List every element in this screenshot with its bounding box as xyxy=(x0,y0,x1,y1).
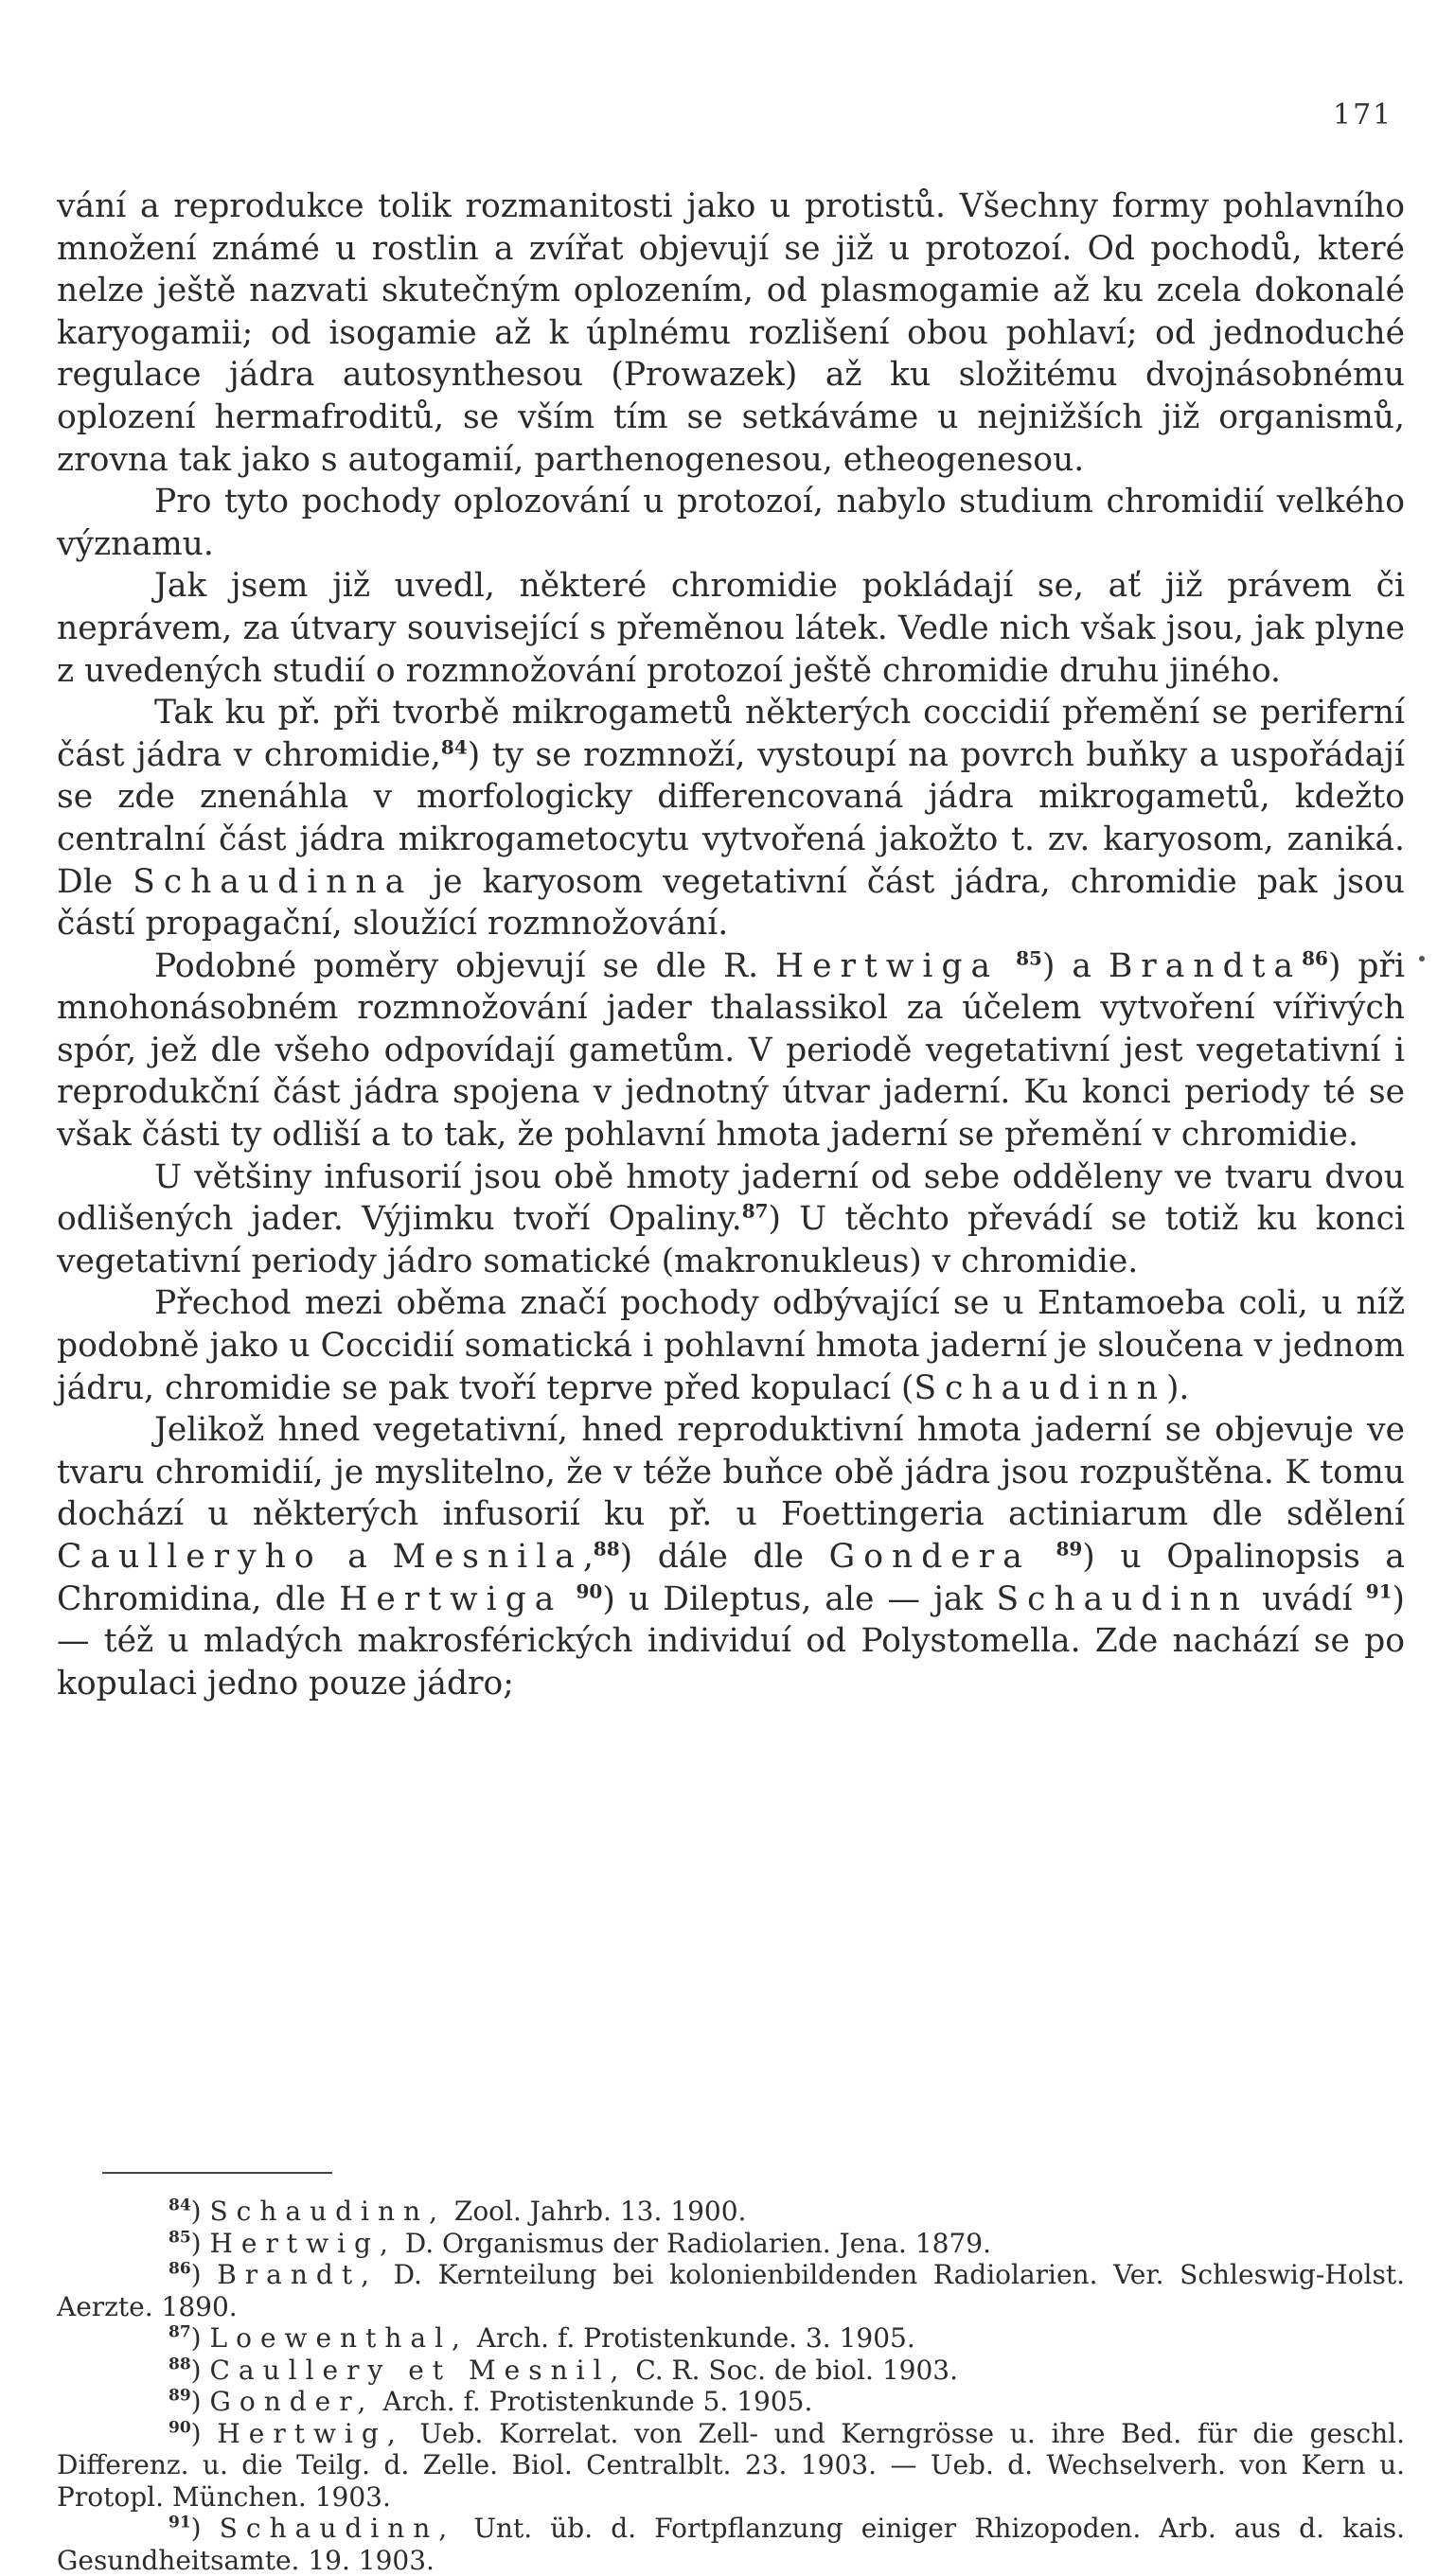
footnote-ref: 89 xyxy=(1056,1537,1083,1561)
footnote-ref: 88 xyxy=(593,1537,620,1561)
footnote: $^{84}$) Schaudinn, Zool. Jahrb. 13. 1900. xyxy=(169,2196,747,2227)
footnote: $^{88}$) Caullery et Mesnil, C. R. Soc. de biol. 1903. xyxy=(169,2354,958,2386)
footnote-number: 91 xyxy=(169,2513,191,2532)
page-number: 171 xyxy=(1333,98,1393,132)
spaced-author: Hertwiga xyxy=(775,946,1000,985)
spaced-author: Schaudinn xyxy=(914,1368,1166,1407)
footnote-number: 85 xyxy=(169,2228,191,2248)
footnote-ref: 90 xyxy=(576,1579,603,1603)
footnotes xyxy=(57,2196,1405,2576)
footnote-number: 84 xyxy=(169,2196,191,2215)
margin-mark xyxy=(1419,956,1425,962)
spaced-author: Brandta xyxy=(1108,946,1303,985)
spaced-author: Schaudinna xyxy=(133,862,414,901)
spaced-author: Gondera xyxy=(828,1538,1031,1576)
spaced-author: Caulleryho xyxy=(57,1538,323,1576)
footnote: $^{87}$) Loewenthal, Arch. f. Protistenkunde. 3. 1905. xyxy=(169,2322,915,2354)
paragraph: Pro tyto pochody oplozování u protozoí, nabylo studium chromidií velkého významu. xyxy=(57,483,1405,563)
footnote-number: 89 xyxy=(169,2386,191,2406)
footnote-author: Brandt, xyxy=(217,2259,378,2290)
paragraph: Podobné poměry objevují se dle R. Hertwiga $^{85}$) a Brandta$^{86}$) při mnohonásobném rozmnožování jader thalassikol za účelem vytvoření vířivých spór, jež dle všeho odpovídají gametům. V periodě vegetativní jest vegetativní i reprodukční část jádra spojena v jednotný útvar jaderní. Ku konci periody té se však části ty odliší a to tak, že pohlavní hmota jaderní se přemění v chromidie. xyxy=(57,946,1405,1155)
footnote-author: Loewenthal, xyxy=(209,2322,469,2354)
footnote: $^{85}$) Hertwig, D. Organismus der Radiolarien. Jena. 1879. xyxy=(169,2227,992,2259)
paragraph: vání a reprodukce tolik rozmanitosti jako u protistů. Všechny formy pohlavního množení známé u rostlin a zvířat objevují se již u protozoí. Od pochodů, které nelze ještě nazvati skutečným oplozením, od plasmogamie až ku zcela dokonalé karyogamii; od isogamie až k úplnému rozlišení obou pohlaví; od jednoduché regulace jádra autosynthesou (Prowazek) až ku složitému dvojnásobnému oplození hermafroditů, se vším tím se setkáváme u nejnižších již organismů, zrovna tak jako s autogamií, parthenogenesou, etheogenesou. xyxy=(57,187,1405,479)
footnote-author: Schaudinn, xyxy=(209,2196,446,2227)
footnote-divider xyxy=(102,2172,332,2174)
spaced-author: Schaudinn xyxy=(996,1579,1250,1618)
footnote-number: 88 xyxy=(169,2355,191,2374)
paragraph: Jelikož hned vegetativní, hned reproduktivní hmota jaderní se objevuje ve tvaru chromidií, je myslitelno, že v téže buňce obě jádra jsou rozpuštěna. K tomu dochází u některých infusorií ku př. u Foettingeria actiniarum dle sdělení Caulleryho a Mesnila,$^{88}$) dále dle Gondera $^{89}$) u Opalinopsis a Chromidina, dle Hertwiga $^{90}$) u Dileptus, ale — jak Schaudinn uvádí $^{91}$) — též u mladých makrosférických individuí od Polystomella. Zde nachází se po kopulaci jedno pouze jádro; xyxy=(57,1411,1405,1703)
footnote-number: 86 xyxy=(169,2259,191,2279)
footnote: $^{90}$) Hertwig, Ueb. Korrelat. von Zell- und Kerngrösse u. ihre Bed. für die geschl. Differenz. u. die Teilg. d. Zelle. Biol. Centralblt. 23. 1903. — Ueb. d. Wechselverh. von Kern u. Protopl. München. 1903. xyxy=(57,2417,1405,2513)
footnote-ref: 87 xyxy=(741,1199,769,1223)
footnote-author: Caullery et Mesnil, xyxy=(209,2354,628,2386)
footnote-ref: 86 xyxy=(1302,946,1328,970)
paragraph: U většiny infusorií jsou obě hmoty jaderní od sebe odděleny ve tvaru dvou odlišených jader. Výjimku tvoří Opaliny.$^{87}$) U těchto převádí se totiž ku konci vegetativní periody jádro somatické (makronukleus) v chromidie. xyxy=(57,1157,1405,1280)
footnote-number: 90 xyxy=(169,2418,191,2438)
footnote-ref: 85 xyxy=(1016,946,1042,970)
footnote-author: Hertwig, xyxy=(209,2227,397,2259)
footnote: $^{89}$) Gonder, Arch. f. Protistenkunde 5. 1905. xyxy=(169,2386,813,2417)
footnote-number: 87 xyxy=(169,2322,191,2342)
paragraph: Tak ku př. při tvorbě mikrogametů některých coccidií přemění se periferní část jádra v chromidie,$^{84}$) ty se rozmnoží, vystoupí na povrch buňky a uspořádají se zde znenáhla v morfologicky differencovaná jádra mikrogametů, kdežto centralní část jádra mikrogametocytu vytvořená jakožto t. zv. karyosom, zaniká. Dle Schaudinna je karyosom vegetativní část jádra, chromidie pak jsou částí propagační, sloužící rozmnožování. xyxy=(57,694,1406,944)
footnote-author: Schaudinn, xyxy=(219,2513,456,2544)
spaced-author: Hertwiga xyxy=(339,1579,563,1618)
paragraph: Jak jsem již uvedl, některé chromidie pokládají se, ať již právem či neprávem, za útvary související s přeměnou látek. Vedle nich však jsou, jak plyne z uvedených studií o rozmnožování protozoí ještě chromidie druhu jiného. xyxy=(57,567,1405,690)
paragraph: Přechod mezi oběma značí pochody odbývající se u Entamoeba coli, u níž podobně jako u Coccidií somatická i pohlavní hmota jaderní je sloučena v jednom jádru, chromidie se pak tvoří teprve před kopulací (Schaudinn). xyxy=(57,1284,1405,1407)
spaced-author: Mesnila xyxy=(392,1538,583,1576)
footnote-author: Gonder, xyxy=(209,2386,375,2417)
footnote-author: Hertwig, xyxy=(217,2417,404,2449)
footnote-ref: 91 xyxy=(1365,1579,1393,1603)
footnote-ref: 84 xyxy=(440,735,468,759)
footnote: $^{86}$) Brandt, D. Kernteilung bei kolonienbildenden Radiolarien. Ver. Schleswig-Holst. Aerzte. 1890. xyxy=(57,2259,1405,2322)
footnote: $^{91}$) Schaudinn, Unt. üb. d. Fortpflanzung einiger Rhizopoden. Arb. aus d. kais. Gesundheitsamte. 19. 1903. xyxy=(57,2513,1405,2576)
body-text xyxy=(57,185,1405,1704)
